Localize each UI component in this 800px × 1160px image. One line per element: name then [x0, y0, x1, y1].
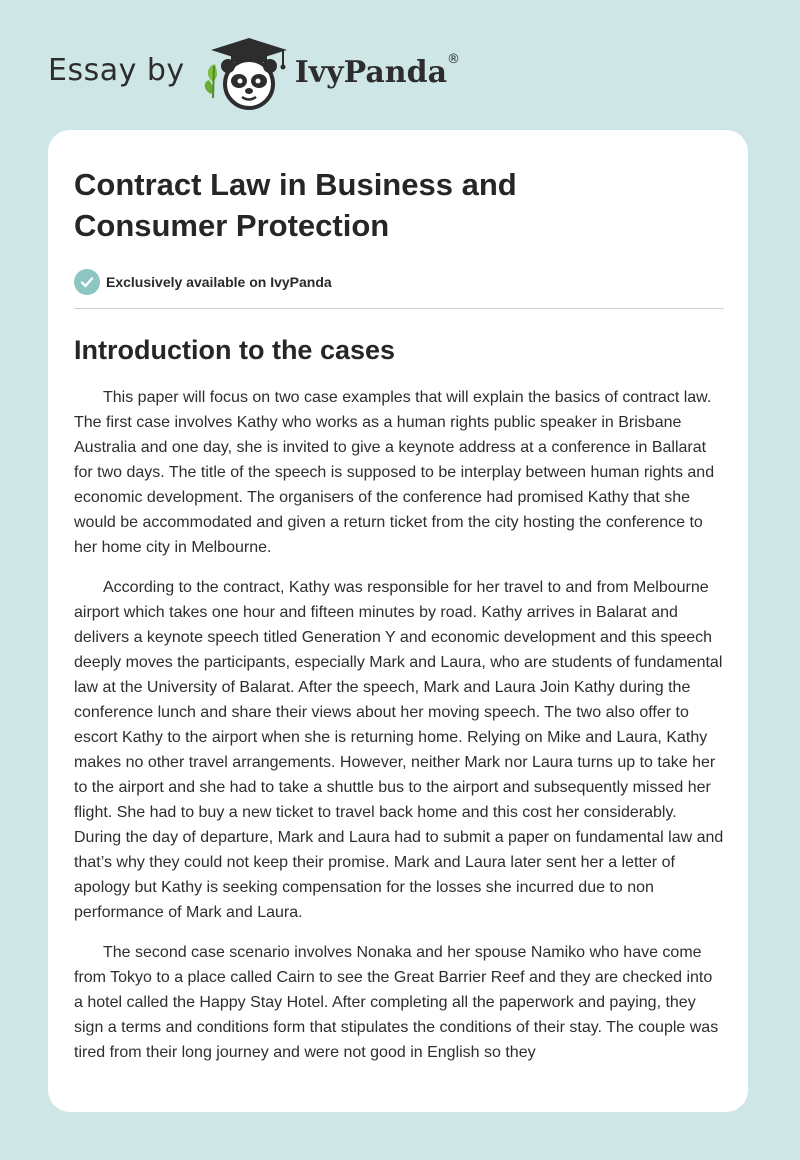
article-card [48, 130, 748, 1112]
trademark-symbol: ® [447, 51, 461, 67]
exclusive-label: Exclusively available on IvyPanda [106, 274, 332, 290]
article-title: Contract Law in Business and Consumer Protection [74, 167, 517, 243]
checkmark-icon [74, 269, 100, 295]
paragraph: According to the contract, Kathy was responsible for her travel to and from Melbourne airport which takes one hour and fifteen minutes by road. Kathy arrives in Balarat and delivers a keynote speech titled Generation Y and economic development and this speech deeply moves the participants, especially Mark and Laura, who are students of fundamental law at the University of Balarat. After the speech, Mark and Laura Join Kathy during the conference lunch and share their views about her moving speech. The two also offer to escort Kathy to the airport when she is returning home. Relying on Mike and Laura, Kathy makes no other travel arrangements. However, neither Mark nor Laura turns up to take her to the airport and she had to take a shuttle bus to the airport and subsequently missed her flight. She had to buy a new ticket to travel back home and this cost her considerably. During the day of departure, Mark and Laura had to submit a paper on fundamental law and that’s why they could not keep their promise. Mark and Laura later sent her a letter of apology but Kathy is seeking compensation for the losses she incurred due to non performance of Mark and Laura. [74, 579, 724, 921]
paragraph: The second case scenario involves Nonaka and her spouse Namiko who have come from Tokyo to a place called Cairn to see the Great Barrier Reef and they are checked into a hotel called the Happy Stay Hotel. After completing all the paperwork and paying, they sign a terms and conditions form that stipulates the conditions of their stay. The couple was tired from their long journey and were not good in English so they [74, 944, 719, 1061]
divider [74, 308, 724, 309]
brand-name[interactable]: IvyPanda® [294, 51, 461, 90]
site-header [48, 36, 460, 112]
section-heading: Introduction to the cases [74, 335, 396, 365]
exclusive-badge [74, 268, 722, 296]
article-body [74, 385, 722, 1065]
panda-graduate-icon[interactable] [199, 36, 295, 112]
paragraph: This paper will focus on two case examples that will explain the basics of contract law. The first case involves Kathy who works as a human rights public speaker in Brisbane Australia and one day, she is invited to give a keynote address at a conference in Ballarat for two days. The title of the speech is supposed to be interplay between human rights and economic development. The organisers of the conference had promised Kathy that she would be accommodated and given a return ticket from the city hosting the conference to her home city in Melbourne. [74, 389, 715, 556]
essay-by-label: Essay by [48, 52, 185, 88]
